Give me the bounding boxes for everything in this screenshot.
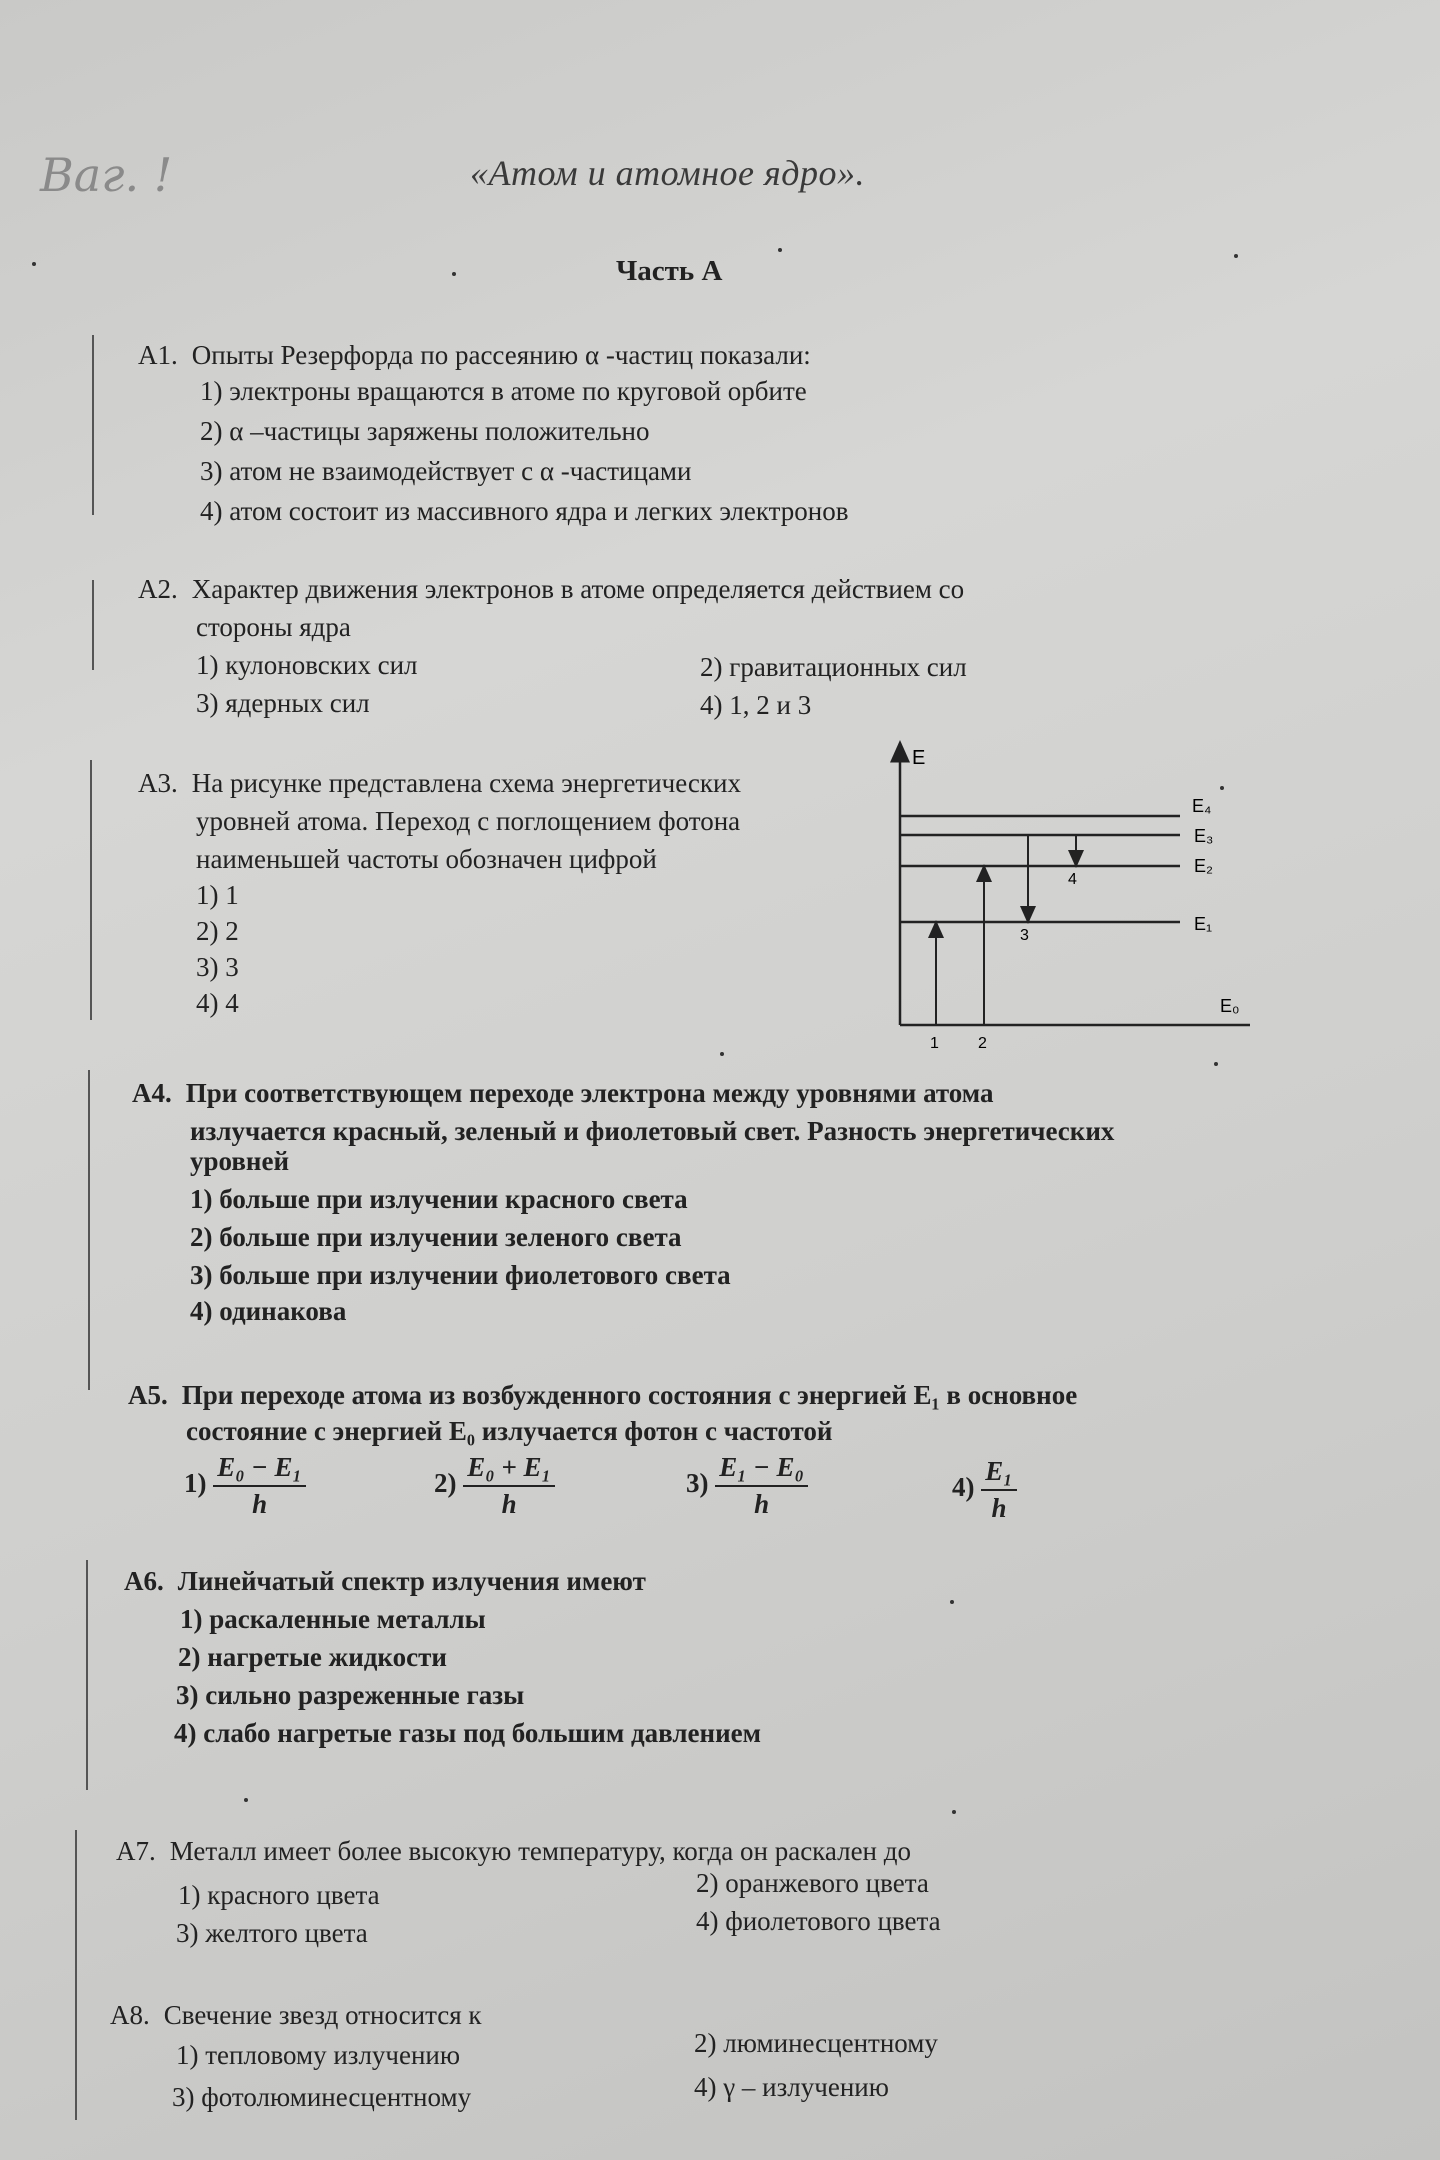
- fraction-denominator: h: [754, 1489, 770, 1519]
- answer-option: 1) тепловому излучению: [176, 2040, 461, 2070]
- answer-option: 4) γ – излучению: [694, 2072, 889, 2102]
- question-text: При переходе атома из возбужденного состояния с энергией E₁ в основное: [181, 1380, 1078, 1410]
- speck: [452, 272, 456, 276]
- question-label: А2.: [138, 574, 178, 604]
- answer-option: 4) фиолетового цвета: [696, 1906, 941, 1936]
- speck: [1234, 254, 1238, 258]
- answer-option: 1) 1: [196, 880, 239, 910]
- answer-option-fraction: [184, 1452, 306, 1520]
- question-a3: [138, 768, 741, 799]
- level-label: E₁: [1194, 914, 1213, 934]
- question-text: Характер движения электронов в атоме определяется действием со: [191, 574, 965, 604]
- speck: [720, 1052, 724, 1056]
- answer-option: 2) оранжевого цвета: [696, 1868, 929, 1898]
- transition-label: 1: [930, 1035, 939, 1052]
- question-text: стороны ядра: [196, 612, 351, 642]
- answer-option: 3) фотолюминесцентному: [172, 2082, 472, 2112]
- answer-option: 4) 1, 2 и 3: [700, 690, 812, 720]
- question-label: А7.: [116, 1836, 156, 1866]
- answer-option: 1) кулоновских сил: [196, 650, 418, 680]
- answer-option: 3) 3: [196, 952, 239, 982]
- question-a7: [116, 1836, 911, 1867]
- answer-option: 4) слабо нагретые газы под большим давлением: [174, 1718, 761, 1748]
- question-label: А3.: [138, 768, 178, 798]
- page-title: «Атом и атомное ядро».: [470, 153, 865, 193]
- level-label: E₀: [1220, 996, 1240, 1016]
- fraction-numerator: E₀ + E₁: [463, 1452, 555, 1487]
- answer-option: 3) сильно разреженные газы: [176, 1680, 525, 1710]
- transition-label: 3: [1020, 927, 1029, 944]
- speck: [952, 1810, 956, 1814]
- option-number: 2): [434, 1468, 457, 1499]
- level-label: E₃: [1194, 826, 1214, 846]
- question-label: А5.: [128, 1380, 168, 1410]
- energy-level-diagram: [880, 740, 1260, 1060]
- margin-line: [86, 1560, 88, 1790]
- fraction-denominator: h: [501, 1489, 517, 1519]
- question-text: наименьшей частоты обозначен цифрой: [196, 844, 657, 874]
- axis-label: E: [912, 747, 926, 769]
- fraction: [213, 1452, 306, 1520]
- answer-option-fraction: [434, 1452, 555, 1520]
- question-label: А8.: [110, 2000, 150, 2030]
- question-a1: [138, 340, 811, 371]
- margin-line: [90, 760, 92, 1020]
- answer-option: 1) раскаленные металлы: [180, 1604, 486, 1634]
- answer-option: 2) гравитационных сил: [700, 652, 967, 682]
- fraction: [981, 1456, 1016, 1524]
- answer-option: 1) красного цвета: [178, 1880, 380, 1910]
- speck: [778, 248, 782, 252]
- answer-option: 3) желтого цвета: [176, 1918, 368, 1948]
- question-text: Линейчатый спектр излучения имеют: [177, 1566, 646, 1596]
- question-text: На рисунке представлена схема энергетических: [191, 768, 741, 798]
- answer-option: 4) 4: [196, 988, 239, 1018]
- question-text: Металл имеет более высокую температуру, когда он раскален до: [169, 1836, 911, 1866]
- speck: [32, 262, 36, 266]
- question-a6: [124, 1566, 646, 1597]
- fraction-denominator: h: [991, 1493, 1007, 1523]
- answer-option: 2) α –частицы заряжены положительно: [200, 416, 650, 446]
- question-label: А4.: [132, 1078, 172, 1108]
- question-text: При соответствующем переходе электрона между уровнями атома: [185, 1078, 994, 1108]
- question-text: уровней атома. Переход с поглощением фотона: [196, 806, 741, 836]
- level-label: E₄: [1192, 796, 1212, 816]
- answer-option: 2) люминесцентному: [694, 2028, 938, 2058]
- margin-line: [75, 1830, 77, 2120]
- part-heading: Часть А: [616, 255, 723, 287]
- speck: [1214, 1062, 1218, 1066]
- question-label: А6.: [124, 1566, 164, 1596]
- answer-option: 2) нагретые жидкости: [178, 1642, 447, 1672]
- answer-option: 3) атом не взаимодействует с α -частицами: [200, 456, 692, 486]
- answer-option: 3) больше при излучении фиолетового света: [190, 1260, 731, 1290]
- question-a2: [138, 574, 964, 605]
- answer-option: 1) больше при излучении красного света: [190, 1184, 688, 1214]
- question-label: А1.: [138, 340, 178, 370]
- margin-line: [88, 1070, 90, 1390]
- fraction-numerator: E₁ − E₀: [715, 1452, 808, 1487]
- question-a8: [110, 2000, 482, 2031]
- answer-option-fraction: [686, 1452, 808, 1520]
- option-number: 1): [184, 1468, 207, 1499]
- handwritten-signature: Ваг. !: [40, 148, 173, 202]
- speck: [1220, 786, 1224, 790]
- question-text: Опыты Резерфорда по рассеянию α -частиц показали:: [191, 340, 811, 370]
- fraction-numerator: E₀ − E₁: [213, 1452, 306, 1487]
- margin-line: [92, 580, 94, 670]
- fraction-denominator: h: [252, 1489, 268, 1519]
- level-label: E₂: [1194, 856, 1213, 876]
- question-text: состояние с энергией E₀ излучается фотон с частотой: [186, 1416, 833, 1446]
- fraction: [463, 1452, 555, 1520]
- option-number: 3): [686, 1468, 709, 1499]
- question-a5: [128, 1380, 1077, 1411]
- option-number: 4): [952, 1472, 975, 1503]
- question-text: Свечение звезд относится к: [163, 2000, 482, 2030]
- answer-option: 2) 2: [196, 916, 239, 946]
- margin-line: [92, 335, 94, 515]
- answer-option: 2) больше при излучении зеленого света: [190, 1222, 682, 1252]
- fraction-numerator: E₁: [981, 1456, 1016, 1491]
- question-text: уровней: [190, 1146, 290, 1176]
- transition-label: 2: [978, 1035, 987, 1052]
- answer-option: 1) электроны вращаются в атоме по круговой орбите: [200, 376, 807, 406]
- speck: [244, 1798, 248, 1802]
- question-text: излучается красный, зеленый и фиолетовый свет. Разность энергетических: [190, 1116, 1115, 1146]
- answer-option: 3) ядерных сил: [196, 688, 370, 718]
- speck: [950, 1600, 954, 1604]
- answer-option-fraction: [952, 1456, 1017, 1524]
- question-a4: [132, 1078, 994, 1109]
- answer-option: 4) атом состоит из массивного ядра и легких электронов: [200, 496, 849, 526]
- fraction: [715, 1452, 808, 1520]
- transition-label: 4: [1068, 871, 1077, 888]
- answer-option: 4) одинакова: [190, 1296, 347, 1326]
